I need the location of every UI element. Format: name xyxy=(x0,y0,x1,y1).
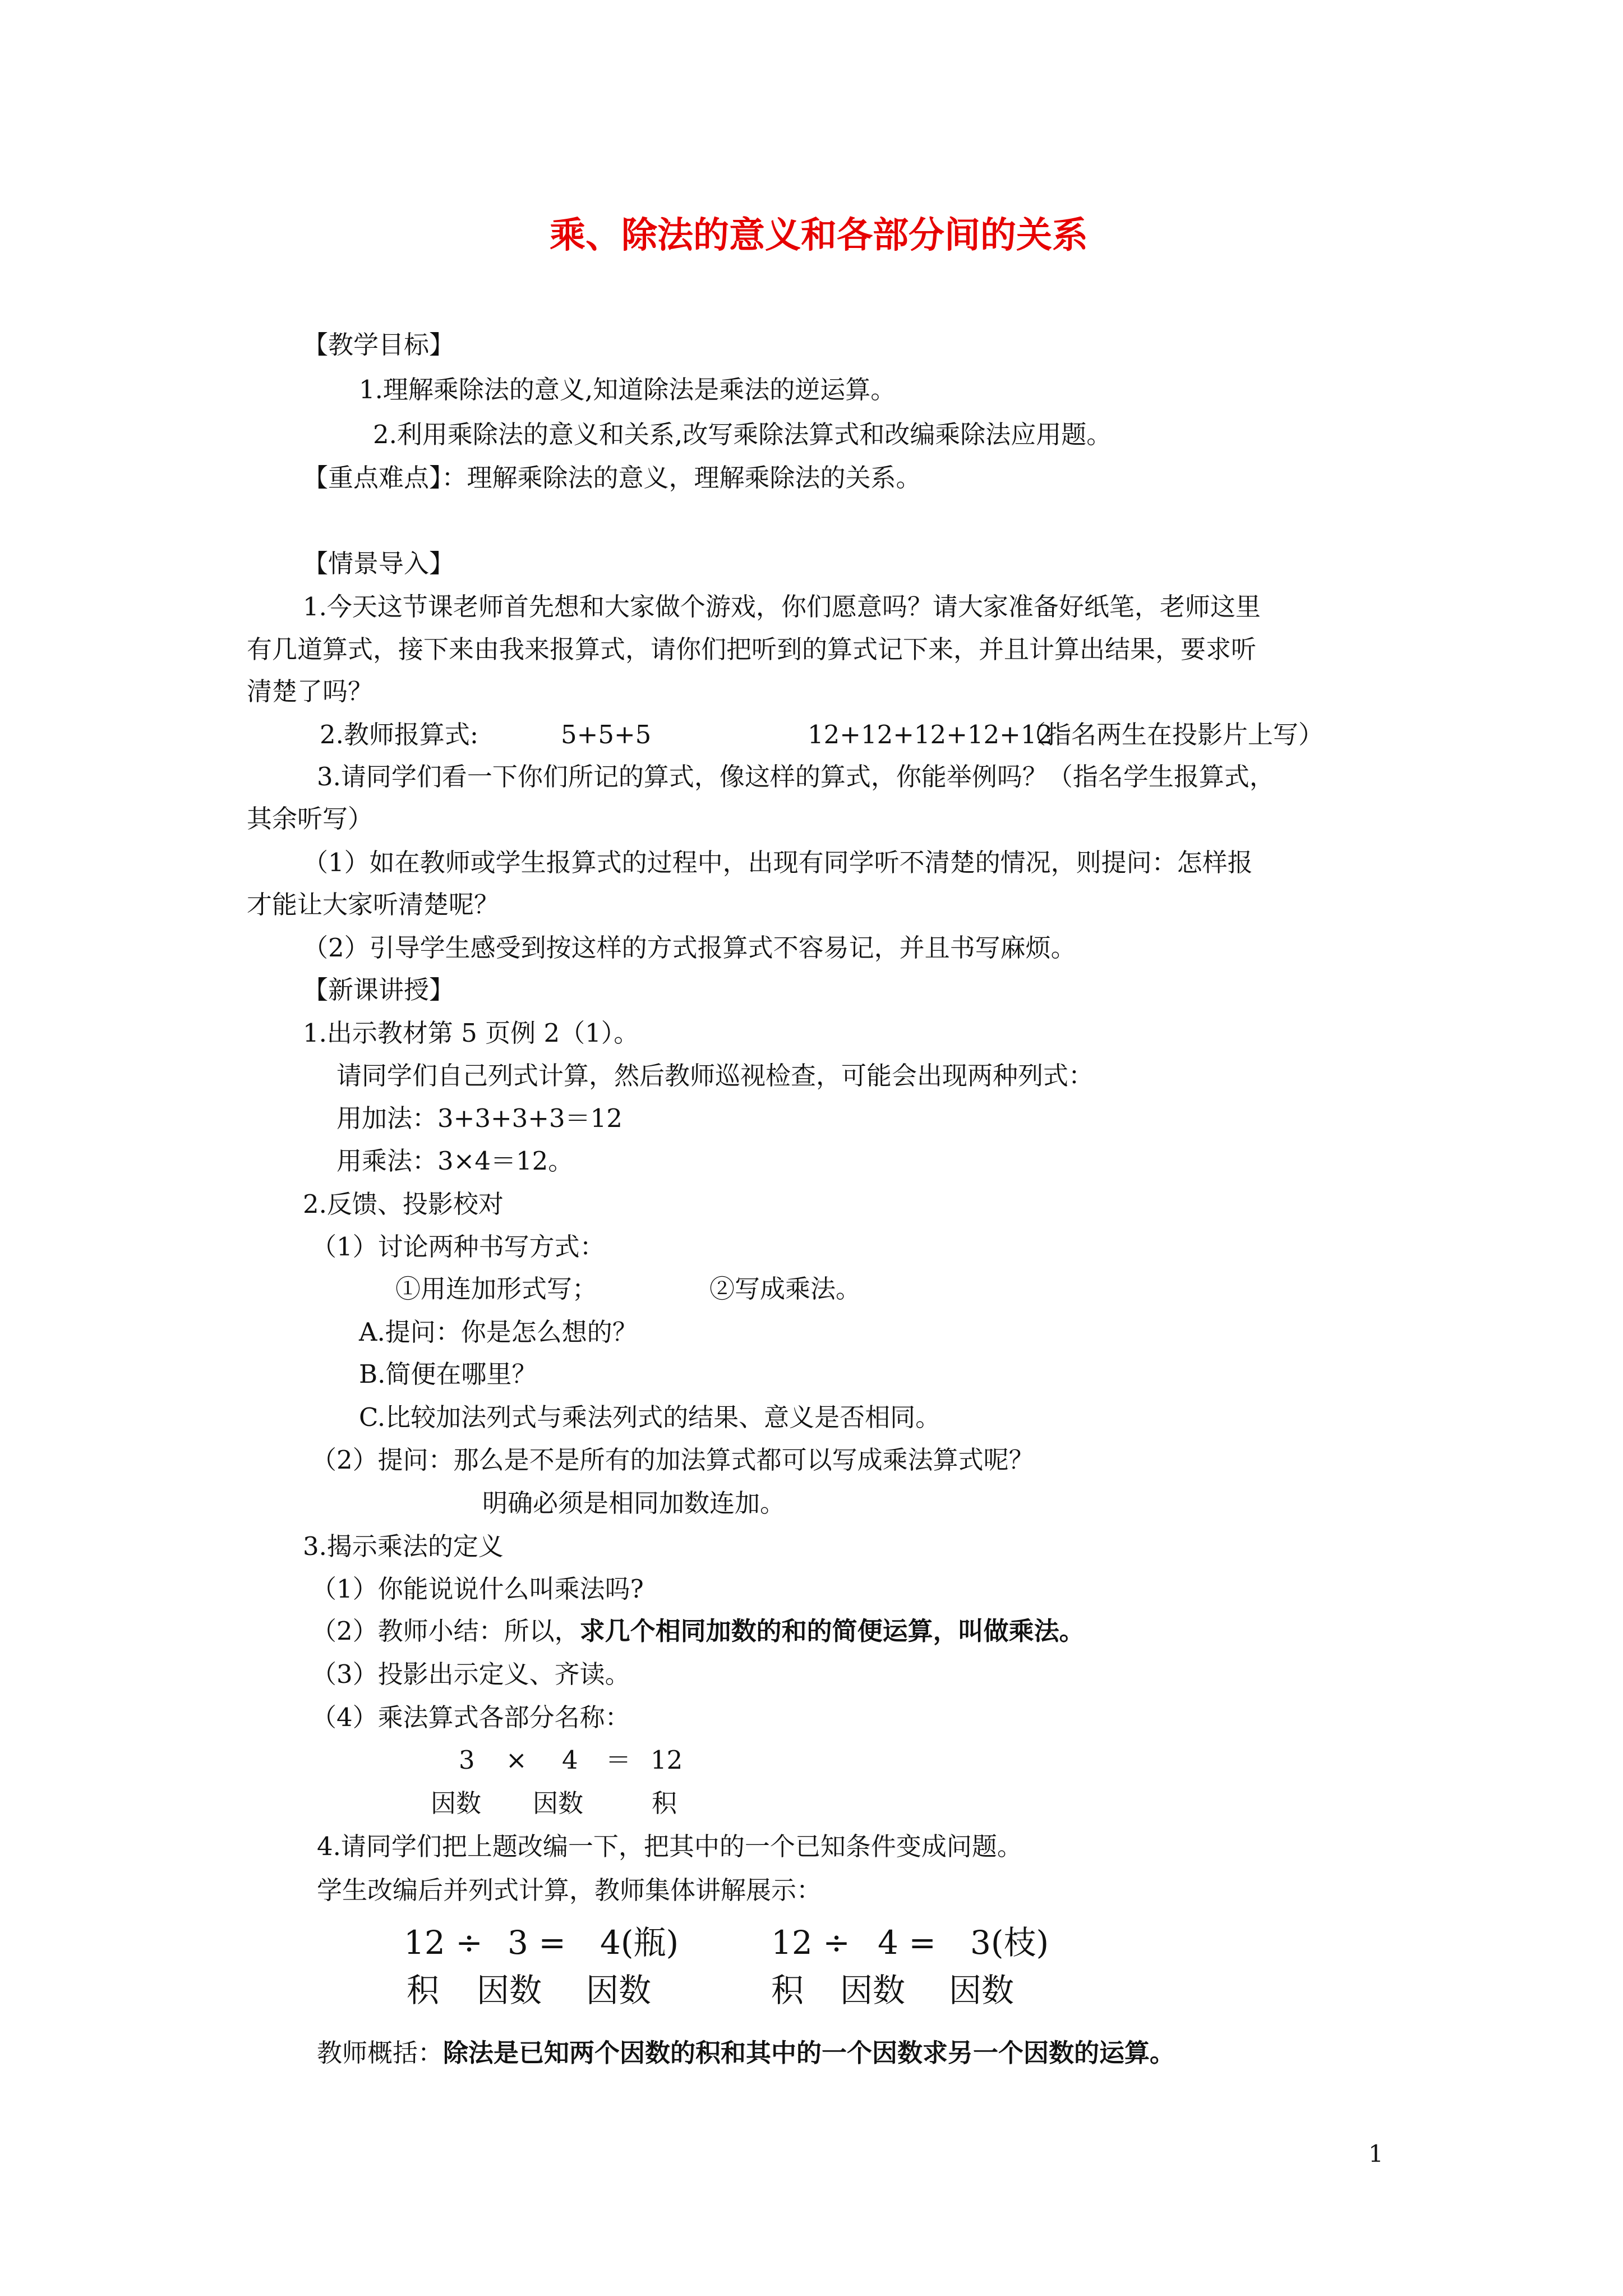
intro-paragraph-1-line-3: 清楚了吗？ xyxy=(247,677,374,706)
lesson-item-3-sub-3: （3）投影出示定义、齐读。 xyxy=(311,1659,630,1689)
lesson-item-1: 1.出示教材第 5 页例 2（1）。 xyxy=(303,1018,639,1048)
intro-paragraph-3-line-2: 其余听写） xyxy=(247,804,374,834)
objective-item-2: 2.利用乘除法的意义和关系,改写乘除法算式和改编乘除法应用题。 xyxy=(373,420,1112,449)
div2-name-factor-2: 因数 xyxy=(949,1971,1015,2009)
intro-expression-2: 12+12+12+12+12 xyxy=(808,720,1053,749)
div1-divisor: 3 = xyxy=(508,1924,566,1962)
mult-result: 12 xyxy=(651,1745,683,1775)
summary-label: 教师概括： xyxy=(317,2038,444,2068)
mult-name-factor-1: 因数 xyxy=(431,1788,482,1818)
intro-subpoint-1-line-1: （1）如在教师或学生报算式的过程中，出现有同学听不清楚的情况，则提问：怎样报 xyxy=(303,848,1253,877)
div1-name-factor-2: 因数 xyxy=(586,1971,652,2009)
lesson-item-2-question-b: B.简便在哪里？ xyxy=(359,1359,537,1389)
intro-paragraph-1-line-1: 1.今天这节课老师首先想和大家做个游戏，你们愿意吗？请大家准备好纸笔，老师这里 xyxy=(303,592,1261,622)
lesson-item-3: 3.揭示乘法的定义 xyxy=(303,1531,504,1561)
mult-operand-2: 4 xyxy=(562,1745,578,1775)
section-heading-key-points: 【重点难点】 xyxy=(303,463,442,493)
intro-paragraph-1-line-2: 有几道算式，接下来由我来报算式，请你们把听到的算式记下来，并且计算出结果，要求听 xyxy=(247,634,1257,664)
lesson-item-2-option-2: ②写成乘法。 xyxy=(709,1274,861,1304)
div1-quotient: 4(瓶) xyxy=(600,1924,679,1962)
lesson-item-4-text: 学生改编后并列式计算，教师集体讲解展示： xyxy=(317,1875,822,1905)
lesson-item-3-sub-2 xyxy=(311,1614,1085,1648)
lesson-item-2-option-1: ①用连加形式写； xyxy=(395,1274,598,1304)
intro-expression-note: （指名两生在投影片上写） xyxy=(1021,720,1324,749)
lesson-item-4: 4.请同学们把上题改编一下，把其中的一个已知条件变成问题。 xyxy=(317,1832,1022,1861)
mult-name-product: 积 xyxy=(652,1788,677,1818)
teacher-summary xyxy=(317,2036,1175,2070)
lesson-item-2-question-c: C.比较加法列式与乘法列式的结果、意义是否相同。 xyxy=(359,1402,941,1432)
division-definition: 除法是已知两个因数的积和其中的一个因数求另一个因数的运算。 xyxy=(443,2038,1175,2068)
lesson-item-1-multiplication: 用乘法：3×4＝12。 xyxy=(336,1146,574,1176)
lesson-item-2-answer: 明确必须是相同加数连加。 xyxy=(482,1488,786,1518)
div1-name-product: 积 xyxy=(407,1971,440,2009)
lesson-item-1-text: 请同学们自己列式计算，然后教师巡视检查，可能会出现两种列式： xyxy=(336,1061,1094,1091)
objective-item-1: 1.理解乘除法的意义,知道除法是乘法的逆运算。 xyxy=(359,375,896,404)
div2-divisor: 4 = xyxy=(878,1924,936,1962)
page-number: 1 xyxy=(1368,2140,1384,2168)
key-points-line xyxy=(303,461,921,495)
div2-name-factor-1: 因数 xyxy=(840,1971,906,2009)
div2-name-product: 积 xyxy=(771,1971,804,2009)
lesson-item-1-addition: 用加法：3+3+3+3＝12 xyxy=(336,1103,623,1133)
intro-expression-1: 5+5+5 xyxy=(561,720,652,749)
lesson-item-2-sub-2: （2）提问：那么是不是所有的加法算式都可以写成乘法算式呢？ xyxy=(311,1445,1034,1475)
multiplication-definition: 求几个相同加数的和的简便运算，叫做乘法。 xyxy=(579,1616,1085,1646)
section-heading-new-lesson: 【新课讲授】 xyxy=(303,975,455,1005)
section-heading-objectives: 【教学目标】 xyxy=(303,330,455,360)
lesson-item-3-sub-4: （4）乘法算式各部分名称： xyxy=(311,1703,630,1732)
definition-intro: （2）教师小结：所以， xyxy=(311,1616,580,1646)
lesson-item-2-sub-1: （1）讨论两种书写方式： xyxy=(311,1232,605,1262)
div2-quotient: 3(枝) xyxy=(970,1924,1049,1962)
intro-paragraph-3-line-1: 3.请同学们看一下你们所记的算式，像这样的算式，你能举例吗？（指名学生报算式， xyxy=(317,762,1275,792)
lesson-item-2: 2.反馈、投影校对 xyxy=(303,1189,504,1219)
mult-name-factor-2: 因数 xyxy=(533,1788,584,1818)
intro-subpoint-1-line-2: 才能让大家听清楚呢？ xyxy=(247,890,500,919)
mult-equals: ＝ xyxy=(606,1745,631,1775)
section-heading-intro: 【情景导入】 xyxy=(303,549,455,578)
div1-name-factor-1: 因数 xyxy=(477,1971,542,2009)
div1-dividend: 12 ÷ xyxy=(404,1924,483,1962)
lesson-item-2-question-a: A.提问：你是怎么想的？ xyxy=(359,1317,638,1347)
div2-dividend: 12 ÷ xyxy=(771,1924,850,1962)
page-title: 乘、除法的意义和各部分间的关系 xyxy=(550,214,1088,256)
lesson-item-3-sub-1: （1）你能说说什么叫乘法吗? xyxy=(311,1574,644,1604)
key-points-text: ：理解乘除法的意义，理解乘除法的关系。 xyxy=(441,463,921,493)
intro-subpoint-2: （2）引导学生感受到按这样的方式报算式不容易记，并且书写麻烦。 xyxy=(303,933,1076,963)
mult-operator: × xyxy=(506,1745,527,1775)
mult-operand-1: 3 xyxy=(459,1745,475,1775)
intro-paragraph-2-label: 2.教师报算式: xyxy=(320,720,479,749)
